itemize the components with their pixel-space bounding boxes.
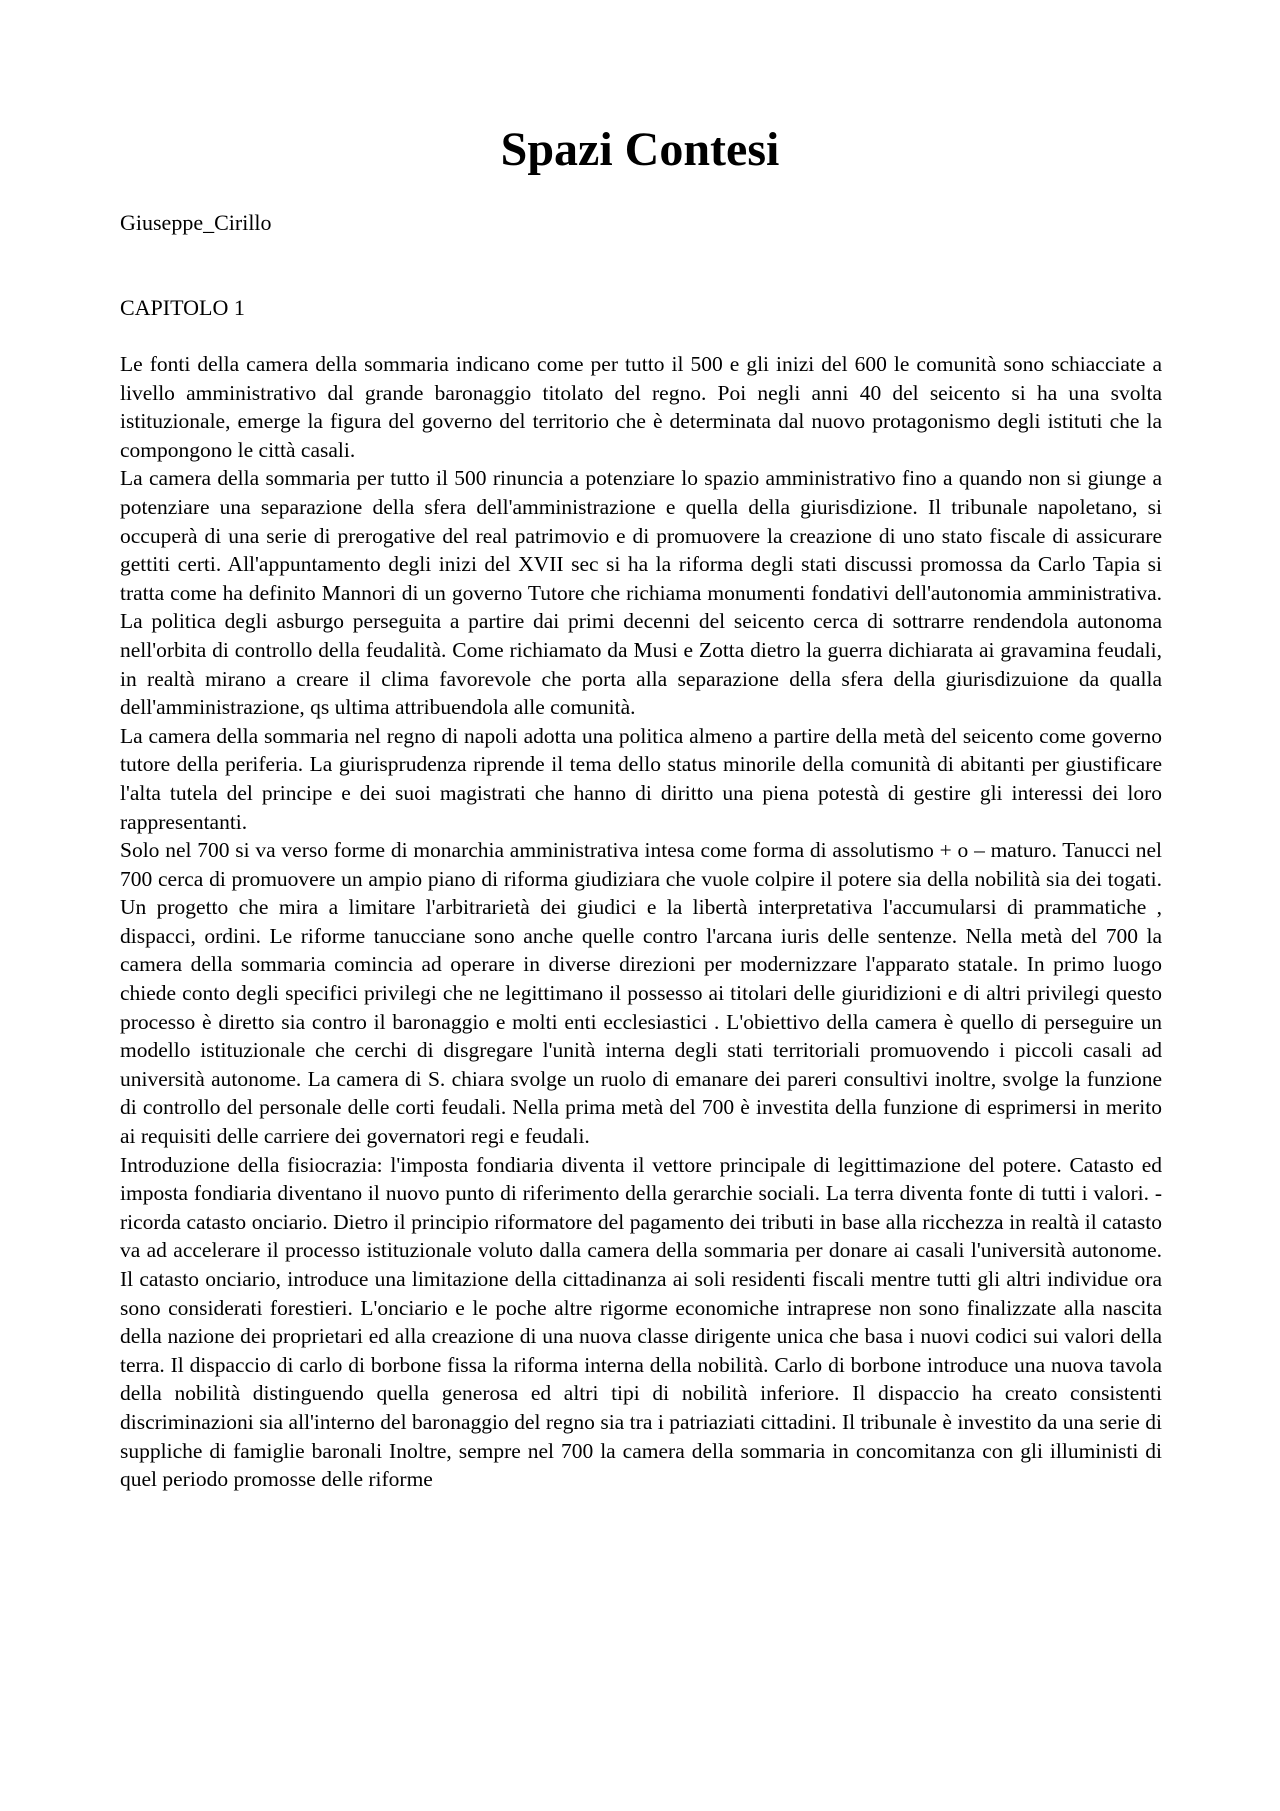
paragraph: Le fonti della camera della sommaria indicano come per tutto il 500 e gli inizi del 600 le comunità sono schiacciate a livello amministrativo dal grande baronaggio titolato del regno. Poi negli anni 40 del seicento si ha una svolta istituzionale, emerge la figura del governo del territorio che è determinata dal nuovo protagonismo degli istituti che la compongono le città casali. — [120, 352, 1162, 462]
chapter-heading: CAPITOLO 1 — [120, 295, 245, 320]
document-body — [120, 350, 1162, 1494]
paragraph: La camera della sommaria per tutto il 500 rinuncia a potenziare lo spazio amministrativo fino a quando non si giunge a potenziare una separazione della sfera dell'amministrazione e quella della giurisdizione. Il tribunale napoletano, si occuperà di una serie di prerogative del real patrimovio e di promuovere la creazione di uno stato fiscale di assicurare gettiti certi. All'appuntamento degli inizi del XVII sec si ha la riforma degli stati discussi promossa da Carlo Tapia si tratta come ha definito Mannori di un governo Tutore che richiama monumenti fondativi dell'autonomia amministrativa. La politica degli asburgo perseguita a partire dai primi decenni del seicento cerca di sottrarre rendendola autonoma nell'orbita di controllo della feudalità. Come richiamato da Musi e Zotta dietro la guerra dichiarata ai gravamina feudali, in realtà mirano a creare il clima favorevole che porta alla separazione della sfera della giurisdizuione da qualla dell'amministrazione, qs ultima attribuendola alle comunità. — [120, 466, 1162, 720]
paragraph: La camera della sommaria nel regno di napoli adotta una politica almeno a partire della metà del seicento come governo tutore della periferia. La giurisprudenza riprende il tema dello status minorile della comunità di abitanti per giustificare l'alta tutela del principe e dei suoi magistrati che hanno di diritto una piena potestà di gestire gli interessi dei loro rappresentanti. — [120, 723, 1162, 834]
document-title: Spazi Contesi — [500, 123, 780, 176]
paragraph: Solo nel 700 si va verso forme di monarchia amministrativa intesa come forma di assolutismo + o – maturo. Tanucci nel 700 cerca di promuovere un ampio piano di riforma giudiziara che vuole colpire il potere sia della nobilità sia dei togati. Un progetto che mira a limitare l'arbitrarietà dei giudici e la libertà interpretativa l'accumularsi di prammatiche , dispacci, ordini. Le riforme tanucciane sono anche quelle contro l'arcana iuris delle sentenze. Nella metà del 700 la camera della sommaria comincia ad operare in diverse direzioni per modernizzare l'apparato statale. In primo luogo chiede conto degli specifici privilegi che ne legittimano il possesso ai titolari delle giuridizioni e di altri privilegi questo processo è diretto sia contro il baronaggio e molti enti ecclesiastici . L'obiettivo della camera è quello di perseguire un modello istituzionale che cerchi di disgregare l'unità interna degli stati territoriali promuovendo i piccoli casali ad università autonome. La camera di S. chiara svolge un ruolo di emanare dei pareri consultivi inoltre, svolge la funzione di controllo del personale delle corti feudali. Nella prima metà del 700 è investita della funzione di esprimersi in merito ai requisiti delle carriere dei governatori regi e feudali. — [120, 838, 1162, 1149]
paragraph: Introduzione della fisiocrazia: l'imposta fondiaria diventa il vettore principale di legittimazione del potere. Catasto ed imposta fondiaria diventano il nuovo punto di riferimento della gerarchie sociali. La terra diventa fonte di tutti i valori. - ricorda catasto onciario. Dietro il principio riformatore del pagamento dei tributi in base alla ricchezza in realtà il catasto va ad accelerare il processo istituzionale voluto dalla camera della sommaria per donare ai casali l'università autonome. Il catasto onciario, introduce una limitazione della cittadinanza ai soli residenti fiscali mentre tutti gli altri individue ora sono considerati forestieri. L'onciario e le poche altre rigorme economiche intraprese non sono finalizzate alla nascita della nazione dei proprietari ed alla creazione di una nuova classe dirigente unica che basa i nuovi codici sui valori della terra. Il dispaccio di carlo di borbone fissa la riforma interna della nobilità. Carlo di borbone introduce una nuova tavola della nobilità distinguendo quella generosa ed altri tipi di nobilità inferiore. Il dispaccio ha creato consistenti discriminazioni sia all'interno del baronaggio del regno sia tra i patriaziati cittadini. Il tribunale è investito da una serie di suppliche di famiglie baronali Inoltre, sempre nel 700 la camera della sommaria in concomitanza con gli illuministi di quel periodo promosse delle riforme — [120, 1152, 1162, 1492]
document-author: Giuseppe_Cirillo — [120, 210, 272, 235]
